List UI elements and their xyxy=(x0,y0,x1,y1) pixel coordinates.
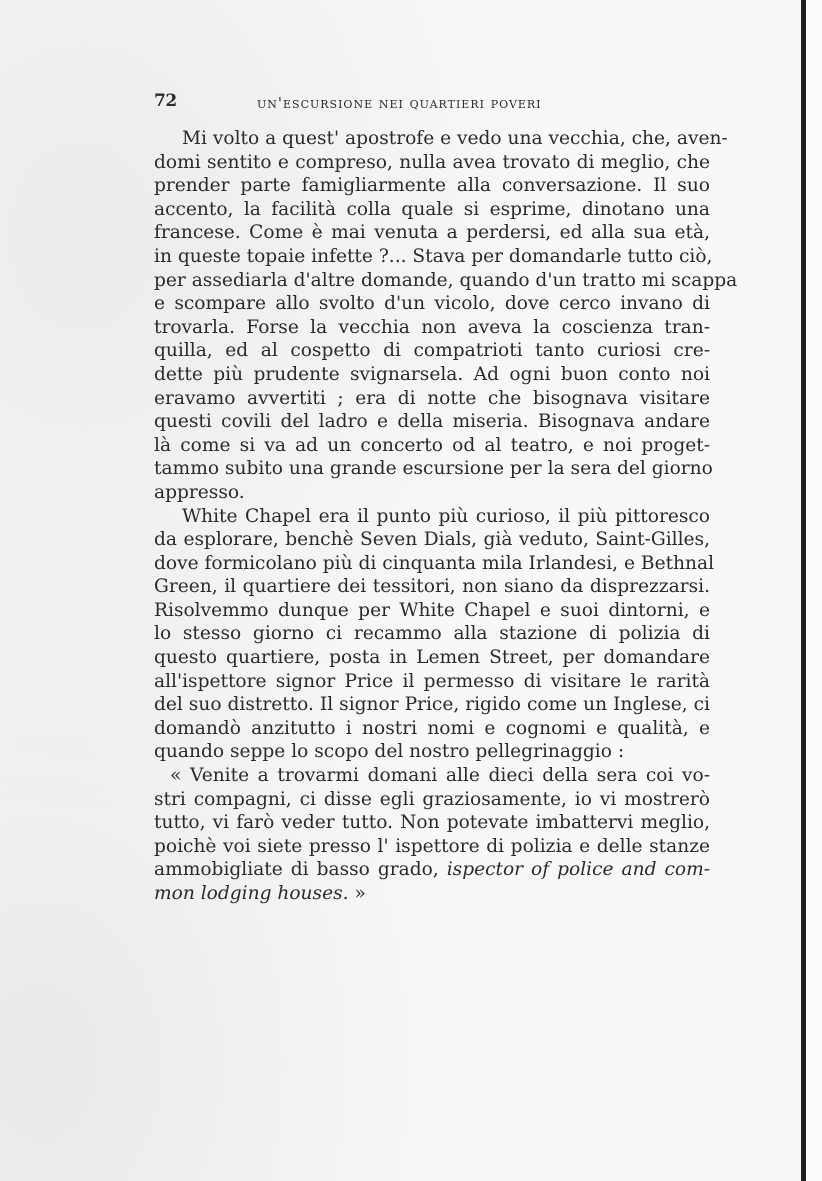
text-line: appresso. xyxy=(154,481,245,503)
text-line: Mi volto a quest' apostrofe e vedo una vecchia, che, aven- xyxy=(182,128,728,149)
text-line: eravamo avvertiti ; era di notte che bisognava visitare xyxy=(154,387,710,409)
text-line: prender parte famigliarmente alla conversazione. Il suo xyxy=(154,175,710,197)
text-line: là come si va ad un concerto od al teatro, e noi proget- xyxy=(154,434,710,456)
text-line: francese. Come è mai venuta a perdersi, ed alla sua età, xyxy=(154,222,710,244)
page-number: 72 xyxy=(154,91,177,111)
roman-text: ammobigliate di basso grado, xyxy=(154,859,447,881)
text-line: per assediarla d'altre domande, quando d'un tratto mi scappa xyxy=(154,269,738,291)
text-line: trovarla. Forse la vecchia non aveva la coscienza tran- xyxy=(154,316,710,338)
text-line: tammo subito una grande escursione per la sera del giorno xyxy=(154,458,713,480)
text-line: dette più prudente svignarsela. Ad ogni buon conto noi xyxy=(154,363,710,385)
text-line: stri compagni, ci disse egli graziosamente, io vi mostrerò xyxy=(154,788,710,810)
text-line: quando seppe lo scopo del nostro pellegrinaggio : xyxy=(154,741,625,763)
text-line: questo quartiere, posta in Lemen Street, per domandare xyxy=(154,647,710,669)
running-head: un'escursione nei quartieri poveri xyxy=(257,94,542,112)
italic-english-text: mon lodging houses. xyxy=(154,883,349,904)
text-line: e scompare allo svolto d'un vicolo, dove cerco invano di xyxy=(154,293,710,315)
text-line-final xyxy=(154,882,710,906)
text-line: White Chapel era il punto più curioso, il più pittoresco xyxy=(182,505,710,527)
text-line: questi covili del ladro e della miseria. Bisognava andare xyxy=(154,411,710,433)
text-line: tutto, vi farò veder tutto. Non potevate imbattervi meglio, xyxy=(154,812,710,834)
closing-guillemet: » xyxy=(348,883,366,904)
text-line: dove formicolano più di cinquanta mila Irlandesi, e Bethnal xyxy=(154,552,715,574)
page-header xyxy=(154,91,710,115)
text-line: Green, il quartiere dei tessitori, non siano da disprezzarsi. xyxy=(154,576,710,598)
italic-english-text: ispector of police and com- xyxy=(446,859,710,881)
text-line-mixed xyxy=(154,858,710,882)
text-line: domandò anzitutto i nostri nomi e cognomi e qualità, e xyxy=(154,717,710,739)
text-line: del suo distretto. Il signor Price, rigido come un Inglese, ci xyxy=(154,694,710,716)
text-line: Risolvemmo dunque per White Chapel e suoi dintorni, e xyxy=(154,599,710,621)
body-text xyxy=(154,127,738,906)
text-line: in queste topaie infette ?... Stava per domandarle tutto ciò, xyxy=(154,245,713,267)
text-line: da esplorare, benchè Seven Dials, già veduto, Saint-Gilles, xyxy=(154,529,710,551)
page-edge-margin xyxy=(806,0,822,1181)
text-line: lo stesso giorno ci recammo alla stazione di polizia di xyxy=(154,623,710,645)
text-line: quilla, ed al cospetto di compatrioti tanto curiosi cre- xyxy=(154,340,710,362)
text-line: poichè voi siete presso l' ispettore di polizia e delle stanze xyxy=(154,835,710,857)
text-line: all'ispettore signor Price il permesso di visitare le rarità xyxy=(154,670,710,692)
text-line: domi sentito e compreso, nulla avea trovato di meglio, che xyxy=(154,151,710,173)
text-line: accento, la facilità colla quale si esprime, dinotano una xyxy=(154,198,710,220)
text-line: « Venite a trovarmi domani alle dieci della sera coi vo- xyxy=(170,765,710,787)
